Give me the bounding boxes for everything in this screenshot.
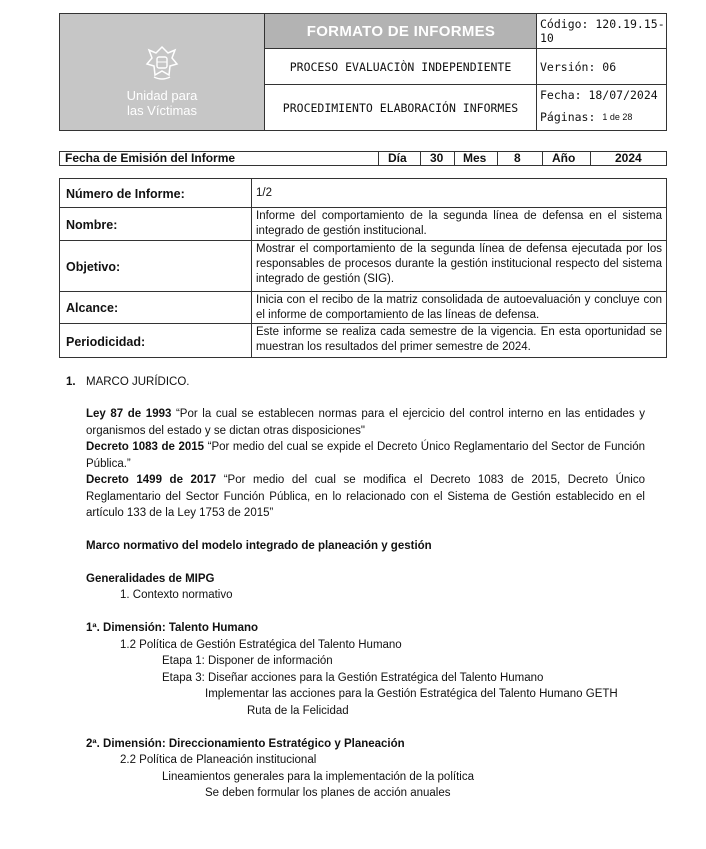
lineamientos: Lineamientos generales para la implementación de la política: [162, 771, 474, 783]
year-value: 2024: [615, 151, 642, 165]
policy-2-2: 2.2 Política de Planeación institucional: [120, 754, 317, 766]
objective-value: Mostrar el comportamiento de la segunda línea de defensa ejecutada por los responsables de procesos durante la gestión institucional respecto del sistema integrado de gestión (SIG).: [256, 243, 662, 285]
day-label: Día: [388, 151, 407, 165]
law-1-name: Ley 87 de 1993: [86, 408, 172, 420]
scope-label: Alcance:: [66, 301, 119, 315]
number-value: 1/2: [256, 187, 272, 199]
implementar-acciones: Implementar las acciones para la Gestión Estratégica del Talento Humano GETH: [205, 688, 618, 700]
info-row-scope: [60, 292, 666, 324]
law-2-name: Decreto 1083 de 2015: [86, 441, 205, 453]
dimension-1-heading: 1ª. Dimensión: Talento Humano: [86, 622, 259, 634]
logo-block: [60, 14, 265, 130]
report-info-table: [59, 178, 667, 358]
dimension-2-heading: 2ª. Dimensión: Direccionamiento Estratégico y Planeación: [86, 738, 405, 750]
process-name: PROCESO EVALUACIÒN INDEPENDIENTE: [289, 59, 512, 74]
planes-accion: Se deben formular los planes de acción anuales: [205, 787, 451, 799]
day-value: 30: [430, 151, 444, 165]
logo-line-2: las Víctimas: [126, 103, 198, 118]
marco-heading: Marco normativo del modelo integrado de planeación y gestión: [86, 540, 432, 552]
pages-label: Páginas:: [540, 110, 596, 124]
document-version: Versión: 06: [540, 59, 617, 74]
procedure-name: PROCEDIMIENTO ELABORACIÓN INFORMES: [282, 100, 519, 115]
document-pages: [537, 106, 666, 128]
section-1-title: MARCO JURÍDICO.: [86, 376, 190, 388]
law-87-1993: [86, 406, 645, 439]
etapa-3: Etapa 3: Diseñar acciones para la Gestión Estratégica del Talento Humano: [162, 672, 544, 684]
pages-value: 1 de 28: [602, 112, 633, 122]
period-label: Periodicidad:: [66, 335, 146, 349]
logo-line-1: Unidad para: [126, 88, 198, 103]
law-3-name: Decreto 1499 de 2017: [86, 474, 217, 486]
law-2-text: “Por medio del cual se expide el Decreto Único Reglamentario del Sector de Función Pública.”: [86, 441, 645, 470]
document-date: Fecha: 18/07/2024: [540, 88, 658, 102]
emission-date-row: [59, 151, 667, 166]
policy-1-2: 1.2 Política de Gestión Estratégica del Talento Humano: [120, 639, 402, 651]
contexto-item: 1. Contexto normativo: [120, 589, 233, 601]
law-1-text: “Por la cual se establecen normas para el ejercicio del control interno en las entidades y organismos del estado y se dictan otras disposiciones": [86, 408, 645, 437]
decree-1499-2017: [86, 472, 645, 522]
year-label: Año: [552, 151, 576, 165]
decree-1083-2015: [86, 439, 645, 472]
format-title: FORMATO DE INFORMES: [265, 14, 537, 48]
number-label: Número de Informe:: [66, 187, 185, 201]
info-row-objective: [60, 241, 666, 292]
section-1-number: 1.: [66, 376, 76, 388]
name-value: Informe del comportamiento de la segunda línea de defensa en el sistema integrado de gestión institucional.: [256, 210, 662, 237]
document-code: Código: 120.19.15-10: [540, 17, 665, 45]
coat-of-arms-icon: [142, 44, 182, 84]
document-header: [59, 13, 667, 131]
objective-label: Objetivo:: [66, 260, 121, 274]
month-label: Mes: [463, 151, 487, 165]
etapa-1: Etapa 1: Disponer de información: [162, 655, 333, 667]
ruta-felicidad: Ruta de la Felicidad: [247, 705, 349, 717]
scope-value: Inicia con el recibo de la matriz consolidada de autoevaluación y concluye con el informe de comportamiento de las líneas de defensa.: [256, 294, 662, 321]
name-label: Nombre:: [66, 218, 118, 232]
info-row-period: [60, 324, 666, 357]
month-value: 8: [514, 151, 521, 165]
period-value: Este informe se realiza cada semestre de la vigencia. En esta oportunidad se muestran los resultados del primer semestre de 2024.: [256, 326, 662, 353]
emission-label: Fecha de Emisión del Informe: [65, 151, 236, 165]
info-row-name: [60, 208, 666, 241]
info-row-number: [60, 179, 666, 208]
law-3-text: “Por medio del cual se modifica el Decreto 1083 de 2015, Decreto Único Reglamentario del Sector Función Pública, en lo relacionado con el Sistema de Gestión establecido en el artículo 133 de la Ley 1753 de 2015”: [86, 474, 645, 519]
generalidades-heading: Generalidades de MIPG: [86, 573, 215, 585]
